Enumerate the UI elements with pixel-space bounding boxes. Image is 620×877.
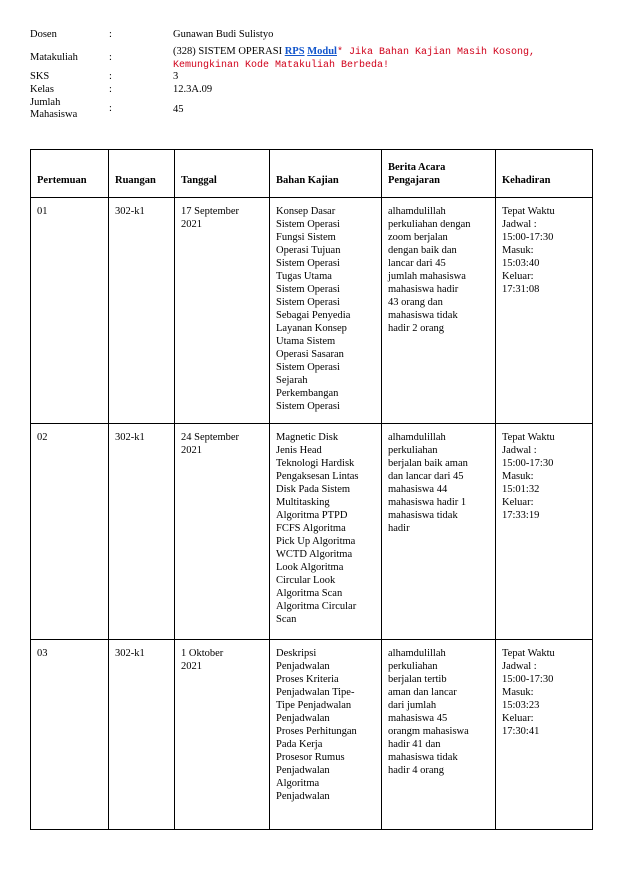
cell-bahan-kajian-line: Pengaksesan Lintas: [276, 471, 359, 482]
info-colon: :: [109, 52, 112, 63]
cell-bahan-kajian-line: WCTD Algoritma: [276, 549, 353, 560]
cell-berita-acara-line: dengan baik dan: [388, 245, 457, 256]
cell-kehadiran-line: Keluar:: [502, 713, 534, 724]
cell-bahan-kajian-line: Algoritma: [276, 778, 320, 789]
cell-bahan-kajian-line: Jenis Head: [276, 445, 322, 456]
cell-kehadiran-line: 15:00-17:30: [502, 458, 554, 469]
table-header-row: [31, 150, 593, 198]
cell-berita-acara-line: perkuliahan dengan: [388, 219, 471, 230]
cell-bahan-kajian-line: Penjadwalan Tipe-: [276, 687, 355, 698]
cell-kehadiran: [496, 640, 593, 830]
course-info: [30, 29, 590, 123]
table-row: [31, 198, 593, 424]
cell-tanggal-line: 2021: [181, 445, 202, 456]
cell-tanggal-line: 24 September: [181, 432, 240, 443]
lecturer-name: Gunawan Budi Sulistyo: [173, 29, 274, 40]
cell-pertemuan: 01: [31, 198, 109, 424]
cell-bahan-kajian-line: Utama Sistem: [276, 336, 336, 347]
cell-berita-acara-line: perkuliahan: [388, 661, 438, 672]
cell-bahan-kajian-line: Prosesor Rumus: [276, 752, 345, 763]
cell-tanggal-line: 2021: [181, 219, 202, 230]
cell-bahan-kajian-line: Layanan Konsep: [276, 323, 347, 334]
cell-kehadiran-line: Jadwal :: [502, 445, 537, 456]
cell-berita-acara-line: hadir 4 orang: [388, 765, 444, 776]
cell-berita-acara-line: mahasiswa 45: [388, 713, 448, 724]
cell-kehadiran-line: Masuk:: [502, 687, 534, 698]
info-row-jumlah: [30, 97, 590, 123]
cell-berita-acara-line: aman dan lancar: [388, 687, 457, 698]
info-label: SKS: [30, 71, 50, 82]
warning-text-1: * Jika Bahan Kajian Masih Kosong,: [336, 47, 535, 58]
course-name: [173, 46, 593, 72]
cell-bahan-kajian-line: Proses Kriteria: [276, 674, 339, 685]
cell-berita-acara-line: jumlah mahasiswa: [388, 271, 466, 282]
cell-berita-acara-line: dari jumlah: [388, 700, 437, 711]
cell-tanggal: [175, 198, 270, 424]
cell-kehadiran-line: 17:30:41: [502, 726, 540, 737]
cell-bahan-kajian-line: Sistem Operasi: [276, 297, 340, 308]
course-code-title: (328) SISTEM OPERASI: [173, 46, 283, 57]
cell-berita-acara-line: alhamdulillah: [388, 648, 446, 659]
cell-pertemuan: 02: [31, 424, 109, 640]
cell-bahan-kajian-line: Sistem Operasi: [276, 258, 340, 269]
table-row: [31, 424, 593, 640]
cell-berita-acara: [382, 640, 496, 830]
cell-bahan-kajian-line: Multitasking: [276, 497, 330, 508]
cell-kehadiran: [496, 424, 593, 640]
cell-bahan-kajian-line: Penjadwalan: [276, 765, 330, 776]
cell-bahan-kajian-line: Sejarah: [276, 375, 308, 386]
cell-berita-acara-line: lancar dari 45: [388, 258, 446, 269]
cell-kehadiran-line: 17:31:08: [502, 284, 540, 295]
cell-berita-acara-line: berjalan baik aman: [388, 458, 468, 469]
cell-berita-acara: [382, 424, 496, 640]
cell-berita-acara-line: mahasiswa 44: [388, 484, 448, 495]
cell-kehadiran-line: 17:33:19: [502, 510, 540, 521]
cell-bahan-kajian-line: Perkembangan: [276, 388, 339, 399]
cell-bahan-kajian-line: Tipe Penjadwalan: [276, 700, 352, 711]
cell-bahan-kajian-line: Tugas Utama: [276, 271, 332, 282]
cell-bahan-kajian-line: Penjadwalan: [276, 661, 330, 672]
cell-tanggal: [175, 640, 270, 830]
info-label-line: Jumlah: [30, 97, 61, 108]
cell-bahan-kajian-line: Look Algoritma: [276, 562, 344, 573]
cell-bahan-kajian-line: Pada Kerja: [276, 739, 323, 750]
cell-berita-acara: [382, 198, 496, 424]
info-label: Dosen: [30, 29, 57, 40]
cell-bahan-kajian-line: Sebagai Penyedia: [276, 310, 351, 321]
modul-link[interactable]: Modul: [307, 46, 337, 57]
cell-bahan-kajian: [270, 424, 382, 640]
cell-ruangan: 302-k1: [109, 198, 175, 424]
cell-bahan-kajian-line: Fungsi Sistem: [276, 232, 336, 243]
cell-berita-acara-line: mahasiswa tidak: [388, 310, 458, 321]
cell-bahan-kajian-line: Sistem Operasi: [276, 284, 340, 295]
cell-bahan-kajian-line: Pick Up Algoritma: [276, 536, 356, 547]
info-colon: :: [109, 103, 112, 114]
info-label-line: Mahasiswa: [30, 109, 78, 120]
cell-kehadiran-line: Keluar:: [502, 271, 534, 282]
cell-kehadiran-line: 15:00-17:30: [502, 674, 554, 685]
header-bahan-kajian: Bahan Kajian: [270, 150, 382, 198]
cell-kehadiran-line: Tepat Waktu: [502, 432, 555, 443]
cell-bahan-kajian-line: Konsep Dasar: [276, 206, 336, 217]
cell-bahan-kajian-line: Scan: [276, 614, 297, 625]
cell-bahan-kajian-line: Teknologi Hardisk: [276, 458, 355, 469]
cell-ruangan: 302-k1: [109, 424, 175, 640]
student-count: 45: [173, 104, 184, 115]
header-pertemuan: Pertemuan: [31, 150, 109, 198]
sks-value: 3: [173, 71, 179, 82]
cell-bahan-kajian-line: FCFS Algoritma: [276, 523, 346, 534]
cell-berita-acara-line: hadir 41 dan: [388, 739, 441, 750]
cell-berita-acara-line: zoom berjalan: [388, 232, 448, 243]
cell-berita-acara-line: mahasiswa tidak: [388, 752, 458, 763]
cell-kehadiran-line: Keluar:: [502, 497, 534, 508]
cell-tanggal-line: 17 September: [181, 206, 240, 217]
cell-kehadiran-line: Tepat Waktu: [502, 206, 555, 217]
rps-link[interactable]: RPS: [284, 46, 305, 57]
cell-kehadiran-line: Masuk:: [502, 471, 534, 482]
cell-bahan-kajian-line: Sistem Operasi: [276, 219, 340, 230]
info-label: Matakuliah: [30, 52, 78, 63]
attendance-table: [30, 149, 593, 830]
cell-berita-acara-line: mahasiswa tidak: [388, 510, 458, 521]
info-colon: :: [109, 84, 112, 95]
cell-bahan-kajian-line: Deskripsi: [276, 648, 317, 659]
cell-berita-acara-line: hadir: [388, 523, 410, 534]
header-tanggal: Tanggal: [175, 150, 270, 198]
cell-kehadiran-line: Jadwal :: [502, 661, 537, 672]
cell-bahan-kajian-line: Operasi Sasaran: [276, 349, 344, 360]
cell-kehadiran: [496, 198, 593, 424]
cell-tanggal-line: 2021: [181, 661, 202, 672]
cell-bahan-kajian-line: Sistem Operasi: [276, 362, 340, 373]
class-value: 12.3A.09: [173, 84, 213, 95]
header-berita-acara: Berita Acara Pengajaran: [382, 150, 496, 198]
info-colon: :: [109, 71, 112, 82]
cell-bahan-kajian-line: Sistem Operasi: [276, 401, 340, 412]
info-row-kelas: [30, 84, 590, 97]
cell-pertemuan: 03: [31, 640, 109, 830]
cell-kehadiran-line: Jadwal :: [502, 219, 537, 230]
info-label: [30, 97, 77, 121]
cell-ruangan: 302-k1: [109, 640, 175, 830]
cell-berita-acara-line: 43 orang dan: [388, 297, 443, 308]
table-row: [31, 640, 593, 830]
info-colon: :: [109, 29, 112, 40]
cell-berita-acara-line: dan lancar dari 45: [388, 471, 464, 482]
cell-bahan-kajian-line: Algoritma PTPD: [276, 510, 348, 521]
info-row-dosen: [30, 29, 590, 46]
cell-bahan-kajian-line: Disk Pada Sistem: [276, 484, 351, 495]
cell-berita-acara-line: mahasiswa hadir: [388, 284, 459, 295]
cell-kehadiran-line: Tepat Waktu: [502, 648, 555, 659]
cell-berita-acara-line: perkuliahan: [388, 445, 438, 456]
cell-bahan-kajian-line: Algoritma Scan: [276, 588, 343, 599]
info-row-matakuliah: [30, 46, 590, 71]
cell-bahan-kajian-line: Proses Perhitungan: [276, 726, 357, 737]
header-kehadiran: Kehadiran: [496, 150, 593, 198]
cell-berita-acara-line: mahasiswa hadir 1: [388, 497, 467, 508]
cell-bahan-kajian: [270, 640, 382, 830]
cell-berita-acara-line: alhamdulillah: [388, 206, 446, 217]
cell-berita-acara-line: orangm mahasiswa: [388, 726, 469, 737]
cell-bahan-kajian-line: Circular Look: [276, 575, 336, 586]
cell-berita-acara-line: hadir 2 orang: [388, 323, 444, 334]
header-ruangan: Ruangan: [109, 150, 175, 198]
cell-bahan-kajian-line: Operasi Tujuan: [276, 245, 341, 256]
cell-kehadiran-line: Masuk:: [502, 245, 534, 256]
cell-tanggal: [175, 424, 270, 640]
cell-kehadiran-line: 15:01:32: [502, 484, 540, 495]
cell-bahan-kajian: [270, 198, 382, 424]
warning-text-2: Kemungkinan Kode Matakuliah Berbeda!: [173, 60, 390, 71]
cell-berita-acara-line: berjalan tertib: [388, 674, 447, 685]
cell-berita-acara-line: alhamdulillah: [388, 432, 446, 443]
cell-bahan-kajian-line: Algoritma Circular: [276, 601, 357, 612]
info-label: Kelas: [30, 84, 54, 95]
cell-kehadiran-line: 15:03:23: [502, 700, 540, 711]
cell-bahan-kajian-line: Penjadwalan: [276, 791, 330, 802]
cell-kehadiran-line: 15:00-17:30: [502, 232, 554, 243]
cell-tanggal-line: 1 Oktober: [181, 648, 224, 659]
info-row-sks: [30, 71, 590, 84]
cell-bahan-kajian-line: Penjadwalan: [276, 713, 330, 724]
cell-kehadiran-line: 15:03:40: [502, 258, 540, 269]
cell-bahan-kajian-line: Magnetic Disk: [276, 432, 339, 443]
